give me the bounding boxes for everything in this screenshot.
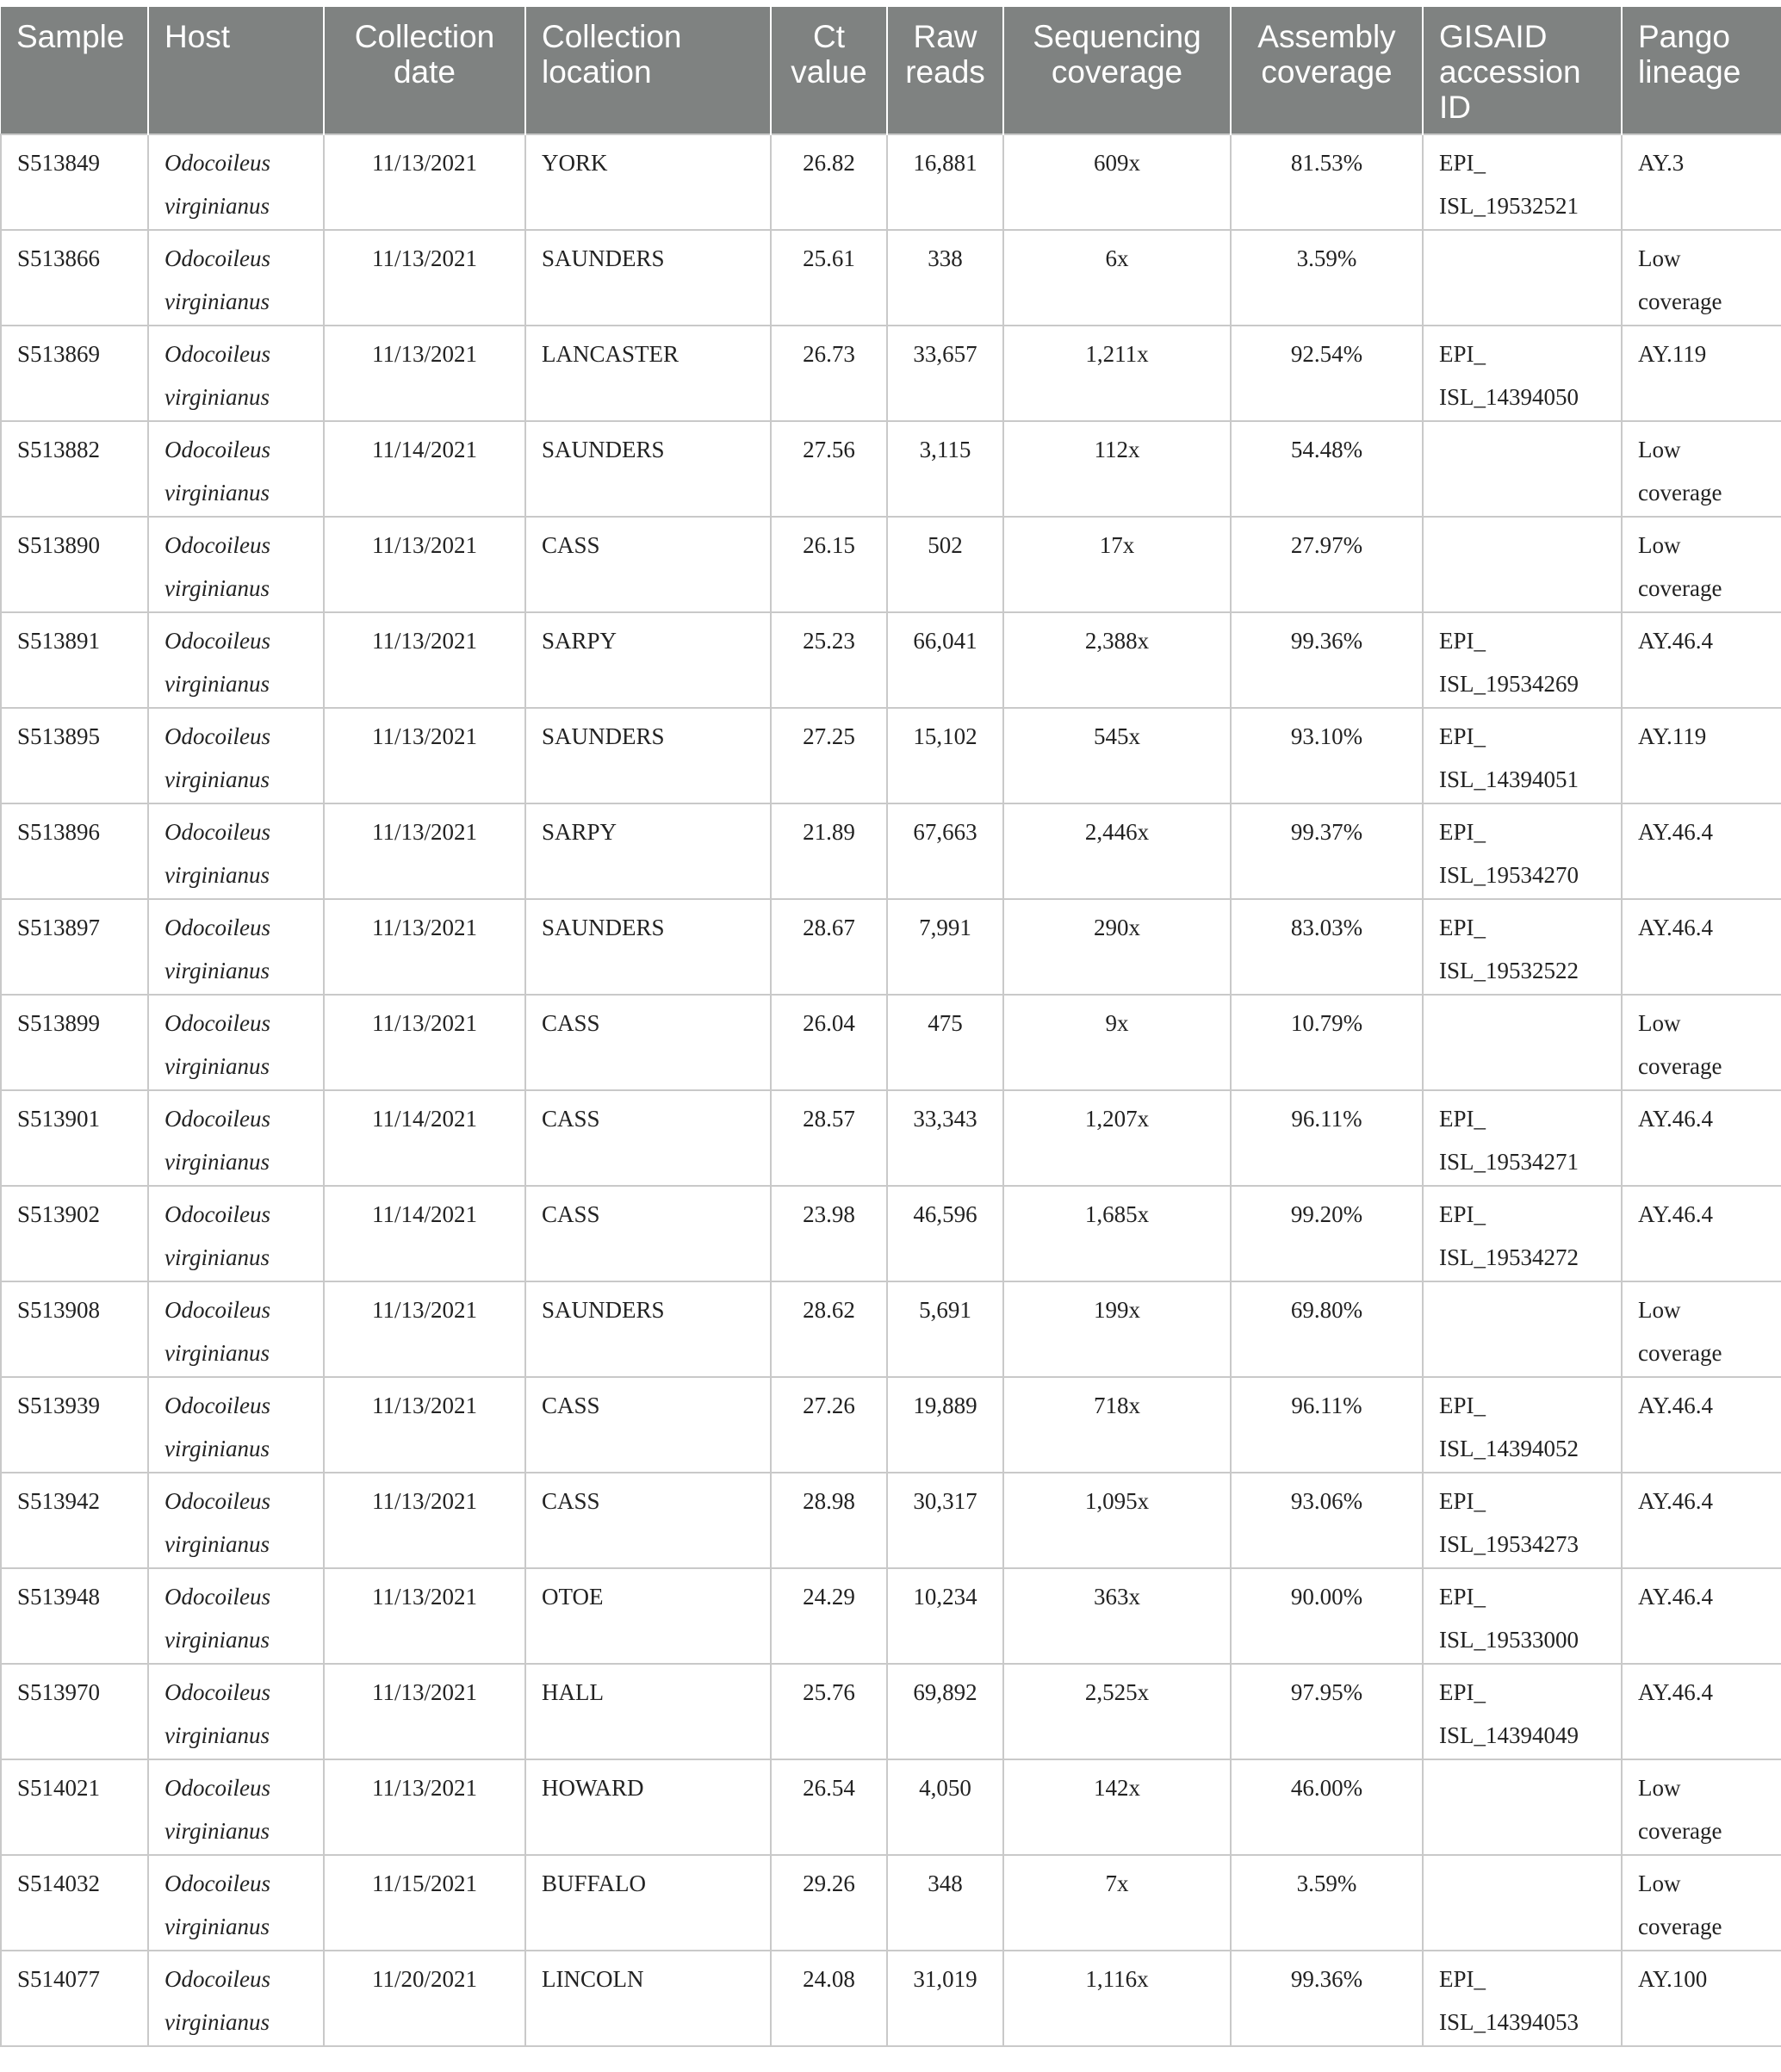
cell-host: Odocoileus virginianus [148, 134, 324, 230]
table-row [1, 1568, 1781, 1664]
cell-pango: AY.46.4 [1622, 1473, 1781, 1568]
cell-ct: 27.25 [771, 708, 887, 803]
cell-host: Odocoileus virginianus [148, 326, 324, 421]
cell-pango: AY.119 [1622, 326, 1781, 421]
cell-sample: S513948 [1, 1568, 148, 1664]
col-header-location: Collection location [525, 7, 771, 134]
cell-sample: S514032 [1, 1855, 148, 1951]
col-header-sample: Sample [1, 7, 148, 134]
cell-reads: 33,657 [887, 326, 1003, 421]
cell-ct: 26.15 [771, 517, 887, 612]
cell-reads: 475 [887, 995, 1003, 1090]
cell-gisaid: EPI_ ISL_14394050 [1423, 326, 1622, 421]
cell-ct: 26.82 [771, 134, 887, 230]
cell-asmcov: 27.97% [1231, 517, 1423, 612]
cell-seqcov: 2,446x [1003, 803, 1231, 899]
cell-seqcov: 7x [1003, 1855, 1231, 1951]
cell-asmcov: 99.36% [1231, 612, 1423, 708]
cell-seqcov: 199x [1003, 1281, 1231, 1377]
cell-reads: 69,892 [887, 1664, 1003, 1759]
cell-seqcov: 17x [1003, 517, 1231, 612]
cell-ct: 25.23 [771, 612, 887, 708]
cell-location: OTOE [525, 1568, 771, 1664]
cell-sample: S513896 [1, 803, 148, 899]
cell-date: 11/13/2021 [324, 1377, 525, 1473]
cell-sample: S513882 [1, 421, 148, 517]
cell-seqcov: 1,211x [1003, 326, 1231, 421]
cell-sample: S513942 [1, 1473, 148, 1568]
cell-date: 11/13/2021 [324, 517, 525, 612]
cell-ct: 21.89 [771, 803, 887, 899]
cell-sample: S513891 [1, 612, 148, 708]
cell-asmcov: 96.11% [1231, 1090, 1423, 1186]
cell-host: Odocoileus virginianus [148, 230, 324, 326]
cell-reads: 348 [887, 1855, 1003, 1951]
cell-host: Odocoileus virginianus [148, 1186, 324, 1281]
cell-seqcov: 1,095x [1003, 1473, 1231, 1568]
cell-location: LINCOLN [525, 1951, 771, 2046]
cell-location: CASS [525, 1186, 771, 1281]
cell-reads: 46,596 [887, 1186, 1003, 1281]
cell-asmcov: 93.10% [1231, 708, 1423, 803]
cell-location: SARPY [525, 612, 771, 708]
cell-asmcov: 46.00% [1231, 1759, 1423, 1855]
cell-seqcov: 545x [1003, 708, 1231, 803]
cell-host: Odocoileus virginianus [148, 1473, 324, 1568]
col-header-gisaid: GISAID accession ID [1423, 7, 1622, 134]
cell-seqcov: 112x [1003, 421, 1231, 517]
cell-pango: Low coverage [1622, 421, 1781, 517]
cell-pango: AY.46.4 [1622, 803, 1781, 899]
cell-reads: 502 [887, 517, 1003, 612]
cell-host: Odocoileus virginianus [148, 995, 324, 1090]
cell-sample: S513890 [1, 517, 148, 612]
cell-date: 11/13/2021 [324, 1759, 525, 1855]
cell-host: Odocoileus virginianus [148, 1090, 324, 1186]
table-row [1, 1090, 1781, 1186]
cell-reads: 16,881 [887, 134, 1003, 230]
cell-asmcov: 10.79% [1231, 995, 1423, 1090]
cell-pango: AY.100 [1622, 1951, 1781, 2046]
table-row [1, 1855, 1781, 1951]
cell-ct: 25.61 [771, 230, 887, 326]
cell-sample: S513970 [1, 1664, 148, 1759]
cell-host: Odocoileus virginianus [148, 708, 324, 803]
cell-ct: 25.76 [771, 1664, 887, 1759]
cell-ct: 28.57 [771, 1090, 887, 1186]
cell-sample: S513869 [1, 326, 148, 421]
cell-ct: 26.54 [771, 1759, 887, 1855]
cell-location: SAUNDERS [525, 1281, 771, 1377]
table-row [1, 1377, 1781, 1473]
cell-seqcov: 9x [1003, 995, 1231, 1090]
cell-location: BUFFALO [525, 1855, 771, 1951]
table-row [1, 517, 1781, 612]
cell-ct: 28.67 [771, 899, 887, 995]
cell-sample: S514077 [1, 1951, 148, 2046]
cell-gisaid [1423, 1855, 1622, 1951]
cell-host: Odocoileus virginianus [148, 421, 324, 517]
cell-date: 11/13/2021 [324, 995, 525, 1090]
cell-ct: 24.29 [771, 1568, 887, 1664]
table-row [1, 1951, 1781, 2046]
cell-seqcov: 1,685x [1003, 1186, 1231, 1281]
cell-pango: Low coverage [1622, 995, 1781, 1090]
cell-pango: Low coverage [1622, 517, 1781, 612]
cell-reads: 33,343 [887, 1090, 1003, 1186]
cell-reads: 66,041 [887, 612, 1003, 708]
cell-location: CASS [525, 1473, 771, 1568]
cell-gisaid: EPI_ ISL_19534271 [1423, 1090, 1622, 1186]
cell-sample: S513899 [1, 995, 148, 1090]
cell-date: 11/14/2021 [324, 421, 525, 517]
cell-reads: 30,317 [887, 1473, 1003, 1568]
cell-gisaid: EPI_ ISL_14394052 [1423, 1377, 1622, 1473]
cell-seqcov: 1,207x [1003, 1090, 1231, 1186]
cell-sample: S513895 [1, 708, 148, 803]
cell-seqcov: 142x [1003, 1759, 1231, 1855]
cell-asmcov: 99.37% [1231, 803, 1423, 899]
cell-date: 11/20/2021 [324, 1951, 525, 2046]
cell-asmcov: 99.36% [1231, 1951, 1423, 2046]
cell-sample: S513901 [1, 1090, 148, 1186]
cell-ct: 26.04 [771, 995, 887, 1090]
cell-asmcov: 99.20% [1231, 1186, 1423, 1281]
cell-gisaid: EPI_ ISL_19534269 [1423, 612, 1622, 708]
cell-date: 11/13/2021 [324, 1473, 525, 1568]
cell-asmcov: 81.53% [1231, 134, 1423, 230]
cell-reads: 3,115 [887, 421, 1003, 517]
cell-host: Odocoileus virginianus [148, 517, 324, 612]
table-row [1, 1186, 1781, 1281]
cell-seqcov: 1,116x [1003, 1951, 1231, 2046]
cell-asmcov: 90.00% [1231, 1568, 1423, 1664]
cell-gisaid: EPI_ ISL_19534272 [1423, 1186, 1622, 1281]
cell-pango: AY.46.4 [1622, 1090, 1781, 1186]
cell-ct: 27.26 [771, 1377, 887, 1473]
cell-ct: 27.56 [771, 421, 887, 517]
cell-seqcov: 6x [1003, 230, 1231, 326]
table-body [1, 134, 1781, 2046]
cell-date: 11/13/2021 [324, 612, 525, 708]
cell-gisaid: EPI_ ISL_14394049 [1423, 1664, 1622, 1759]
cell-location: YORK [525, 134, 771, 230]
cell-location: LANCASTER [525, 326, 771, 421]
cell-gisaid: EPI_ ISL_19532521 [1423, 134, 1622, 230]
cell-gisaid [1423, 517, 1622, 612]
cell-pango: AY.46.4 [1622, 1568, 1781, 1664]
cell-pango: Low coverage [1622, 1281, 1781, 1377]
cell-ct: 28.62 [771, 1281, 887, 1377]
table-row [1, 230, 1781, 326]
cell-reads: 5,691 [887, 1281, 1003, 1377]
cell-asmcov: 54.48% [1231, 421, 1423, 517]
cell-gisaid: EPI_ ISL_14394053 [1423, 1951, 1622, 2046]
cell-ct: 26.73 [771, 326, 887, 421]
cell-asmcov: 3.59% [1231, 230, 1423, 326]
cell-location: SAUNDERS [525, 230, 771, 326]
cell-asmcov: 83.03% [1231, 899, 1423, 995]
table-row [1, 421, 1781, 517]
cell-host: Odocoileus virginianus [148, 1951, 324, 2046]
cell-host: Odocoileus virginianus [148, 1759, 324, 1855]
table-row [1, 899, 1781, 995]
cell-location: SAUNDERS [525, 708, 771, 803]
cell-seqcov: 2,525x [1003, 1664, 1231, 1759]
cell-host: Odocoileus virginianus [148, 1281, 324, 1377]
cell-ct: 24.08 [771, 1951, 887, 2046]
cell-asmcov: 92.54% [1231, 326, 1423, 421]
cell-date: 11/13/2021 [324, 803, 525, 899]
table-row [1, 1473, 1781, 1568]
cell-location: CASS [525, 995, 771, 1090]
cell-location: SAUNDERS [525, 421, 771, 517]
table-row [1, 995, 1781, 1090]
cell-pango: AY.46.4 [1622, 1664, 1781, 1759]
cell-sample: S513866 [1, 230, 148, 326]
cell-host: Odocoileus virginianus [148, 1568, 324, 1664]
cell-pango: AY.119 [1622, 708, 1781, 803]
cell-sample: S513908 [1, 1281, 148, 1377]
cell-pango: Low coverage [1622, 230, 1781, 326]
cell-location: CASS [525, 1090, 771, 1186]
cell-gisaid: EPI_ ISL_19534273 [1423, 1473, 1622, 1568]
data-table [0, 7, 1781, 2047]
cell-gisaid [1423, 421, 1622, 517]
cell-seqcov: 2,388x [1003, 612, 1231, 708]
cell-seqcov: 363x [1003, 1568, 1231, 1664]
cell-sample: S514021 [1, 1759, 148, 1855]
cell-gisaid [1423, 230, 1622, 326]
cell-sample: S513939 [1, 1377, 148, 1473]
cell-asmcov: 93.06% [1231, 1473, 1423, 1568]
cell-date: 11/13/2021 [324, 708, 525, 803]
cell-date: 11/13/2021 [324, 1281, 525, 1377]
cell-location: HOWARD [525, 1759, 771, 1855]
col-header-pango: Pango lineage [1622, 7, 1781, 134]
cell-asmcov: 3.59% [1231, 1855, 1423, 1951]
cell-pango: Low coverage [1622, 1759, 1781, 1855]
cell-ct: 23.98 [771, 1186, 887, 1281]
cell-sample: S513897 [1, 899, 148, 995]
cell-date: 11/13/2021 [324, 230, 525, 326]
table-row [1, 1664, 1781, 1759]
cell-host: Odocoileus virginianus [148, 1855, 324, 1951]
cell-date: 11/15/2021 [324, 1855, 525, 1951]
cell-gisaid [1423, 1759, 1622, 1855]
table-row [1, 1281, 1781, 1377]
cell-gisaid: EPI_ ISL_19533000 [1423, 1568, 1622, 1664]
cell-host: Odocoileus virginianus [148, 1377, 324, 1473]
cell-asmcov: 97.95% [1231, 1664, 1423, 1759]
cell-location: SARPY [525, 803, 771, 899]
cell-pango: AY.3 [1622, 134, 1781, 230]
cell-host: Odocoileus virginianus [148, 612, 324, 708]
col-header-ct: Ct value [771, 7, 887, 134]
cell-asmcov: 96.11% [1231, 1377, 1423, 1473]
cell-gisaid: EPI_ ISL_19532522 [1423, 899, 1622, 995]
cell-gisaid: EPI_ ISL_19534270 [1423, 803, 1622, 899]
table-row [1, 326, 1781, 421]
cell-seqcov: 718x [1003, 1377, 1231, 1473]
cell-date: 11/14/2021 [324, 1090, 525, 1186]
cell-reads: 10,234 [887, 1568, 1003, 1664]
col-header-asmcov: Assembly coverage [1231, 7, 1423, 134]
col-header-reads: Raw reads [887, 7, 1003, 134]
cell-reads: 31,019 [887, 1951, 1003, 2046]
col-header-date: Collection date [324, 7, 525, 134]
cell-ct: 28.98 [771, 1473, 887, 1568]
header-row [1, 7, 1781, 134]
cell-host: Odocoileus virginianus [148, 803, 324, 899]
cell-gisaid: EPI_ ISL_14394051 [1423, 708, 1622, 803]
cell-seqcov: 609x [1003, 134, 1231, 230]
col-header-seqcov: Sequencing coverage [1003, 7, 1231, 134]
cell-date: 11/13/2021 [324, 326, 525, 421]
table-row [1, 803, 1781, 899]
cell-reads: 67,663 [887, 803, 1003, 899]
cell-location: SAUNDERS [525, 899, 771, 995]
cell-host: Odocoileus virginianus [148, 899, 324, 995]
cell-date: 11/13/2021 [324, 1568, 525, 1664]
cell-reads: 7,991 [887, 899, 1003, 995]
cell-location: CASS [525, 1377, 771, 1473]
table-row [1, 134, 1781, 230]
cell-ct: 29.26 [771, 1855, 887, 1951]
cell-host: Odocoileus virginianus [148, 1664, 324, 1759]
cell-pango: AY.46.4 [1622, 612, 1781, 708]
table-row [1, 612, 1781, 708]
cell-date: 11/14/2021 [324, 1186, 525, 1281]
cell-reads: 15,102 [887, 708, 1003, 803]
cell-reads: 338 [887, 230, 1003, 326]
cell-date: 11/13/2021 [324, 899, 525, 995]
col-header-host: Host [148, 7, 324, 134]
cell-pango: Low coverage [1622, 1855, 1781, 1951]
cell-sample: S513902 [1, 1186, 148, 1281]
cell-location: CASS [525, 517, 771, 612]
cell-gisaid [1423, 1281, 1622, 1377]
cell-date: 11/13/2021 [324, 134, 525, 230]
cell-date: 11/13/2021 [324, 1664, 525, 1759]
cell-seqcov: 290x [1003, 899, 1231, 995]
cell-asmcov: 69.80% [1231, 1281, 1423, 1377]
cell-sample: S513849 [1, 134, 148, 230]
cell-pango: AY.46.4 [1622, 899, 1781, 995]
cell-gisaid [1423, 995, 1622, 1090]
table-row [1, 1759, 1781, 1855]
cell-reads: 4,050 [887, 1759, 1003, 1855]
cell-location: HALL [525, 1664, 771, 1759]
cell-pango: AY.46.4 [1622, 1377, 1781, 1473]
cell-pango: AY.46.4 [1622, 1186, 1781, 1281]
cell-reads: 19,889 [887, 1377, 1003, 1473]
table-row [1, 708, 1781, 803]
